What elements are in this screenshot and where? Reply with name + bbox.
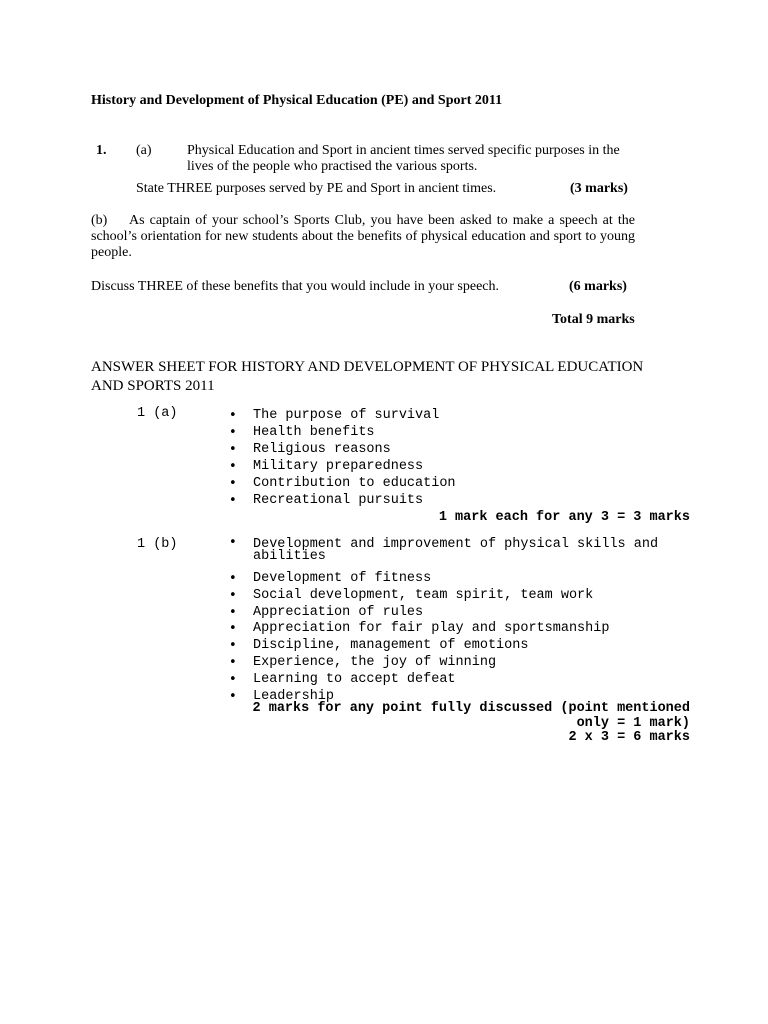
part-b-paragraph <box>91 213 635 261</box>
bullet-icon: • <box>229 442 237 457</box>
marking-note-1b <box>253 702 690 746</box>
answer-list-1b <box>229 537 669 705</box>
bullet-icon: • <box>229 671 237 687</box>
answer-list-1a <box>229 407 669 509</box>
part-a-marks: (3 marks) <box>570 181 628 196</box>
answer-sheet-heading <box>91 358 671 396</box>
bullet-icon: • <box>229 621 237 637</box>
answer-sheet-heading-line-2: AND SPORTS 2011 <box>91 378 215 394</box>
list-item: • Contribution to education <box>229 476 456 491</box>
part-b-label: (b) <box>91 213 108 228</box>
bullet-icon: • <box>229 688 237 704</box>
bullet-icon: • <box>229 535 237 550</box>
list-item: • Appreciation of rules <box>229 604 424 620</box>
marking-note-1b-line-2: only = 1 mark) <box>576 715 690 731</box>
marking-note-1b-line-1: 2 marks for any point fully discussed (point mentioned <box>252 701 690 716</box>
total-marks: Total 9 marks <box>552 312 635 327</box>
bullet-icon: • <box>229 459 237 474</box>
list-item: • Recreational pursuits <box>229 493 424 508</box>
bullet-icon: • <box>229 408 237 423</box>
bullet-icon: • <box>229 638 237 654</box>
list-item: • Development of fitness <box>229 571 432 586</box>
bullet-icon: • <box>229 476 237 491</box>
list-item: • Development and improvement of physical skills and abilities <box>229 535 659 564</box>
document-title: History and Development of Physical Education (PE) and Sport 2011 <box>91 93 503 108</box>
list-item: • Experience, the joy of winning <box>229 654 497 670</box>
bullet-icon: • <box>229 493 237 508</box>
part-a-label: (a) <box>136 143 152 158</box>
list-item: • Discipline, management of emotions <box>229 638 529 654</box>
list-item: • Appreciation for fair play and sportsmanship <box>229 621 610 637</box>
bullet-icon: • <box>229 425 237 440</box>
part-b-text: As captain of your school’s Sports Club, you have been asked to make a speech at the school’s orientation for new students about the benefits of physical education and sport to young people. <box>91 213 635 260</box>
answer-sheet-heading-line-1: ANSWER SHEET FOR HISTORY AND DEVELOPMENT OF PHYSICAL EDUCATION <box>91 359 644 375</box>
bullet-icon: • <box>229 604 237 620</box>
part-b-instruction: Discuss THREE of these benefits that you would include in your speech. <box>91 279 499 294</box>
bullet-icon: • <box>229 571 237 586</box>
list-item: • Religious reasons <box>229 442 391 457</box>
list-item: • Learning to accept defeat <box>229 671 456 687</box>
marking-note-1b-line-3: 2 x 3 = 6 marks <box>568 730 690 745</box>
part-b-marks: (6 marks) <box>569 279 627 294</box>
list-item: • The purpose of survival <box>229 408 440 423</box>
part-a-text: Physical Education and Sport in ancient times served specific purposes in the lives of the people who practised the various sports. <box>187 143 620 174</box>
bullet-icon: • <box>229 587 237 603</box>
answer-section-label-1a: 1 (a) <box>137 406 178 421</box>
list-item: • Health benefits <box>229 425 375 440</box>
answer-section-label-1b: 1 (b) <box>137 537 178 552</box>
question-number: 1. <box>96 143 107 158</box>
list-item: • Social development, team spirit, team work <box>229 587 594 603</box>
part-a-instruction: State THREE purposes served by PE and Sport in ancient times. <box>136 181 497 196</box>
list-item: • Military preparedness <box>229 459 424 474</box>
list-item: • Leadership <box>229 688 335 704</box>
marking-note-1a: 1 mark each for any 3 = 3 marks <box>438 510 690 525</box>
bullet-icon: • <box>229 654 237 670</box>
